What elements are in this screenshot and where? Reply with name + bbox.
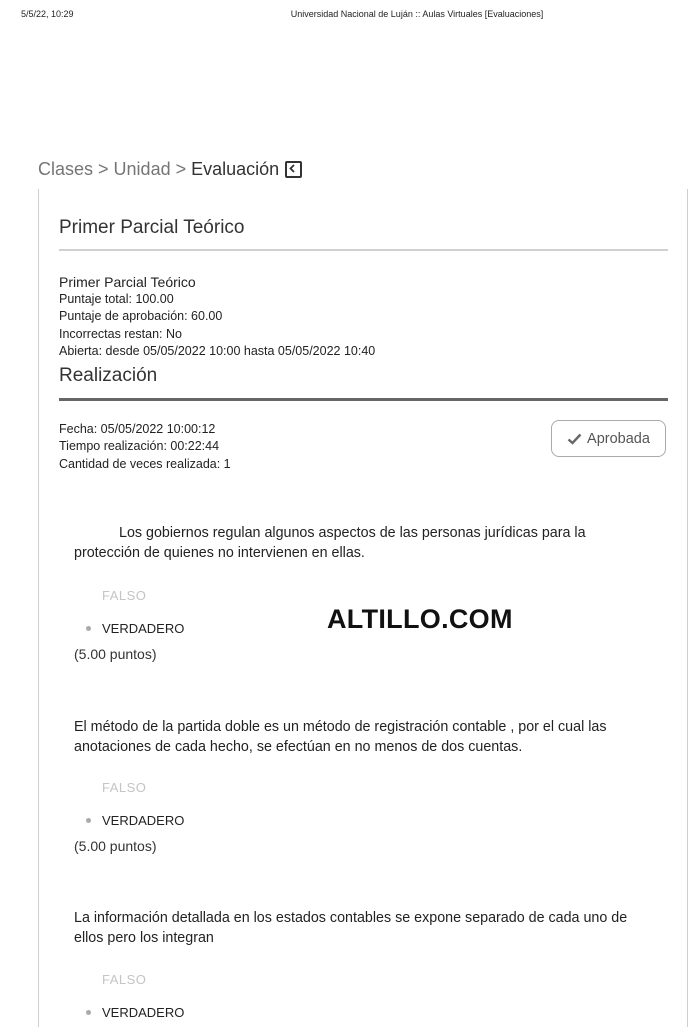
- selected-bullet-icon: [86, 626, 91, 631]
- section-divider: [59, 249, 668, 251]
- total-score: Puntaje total: 100.00: [59, 292, 174, 306]
- status-label: Aprobada: [587, 430, 650, 447]
- approved-status-button[interactable]: [551, 420, 666, 457]
- attempt-section-title: Realización: [59, 365, 158, 386]
- question-text: El método de la partida doble es un método de registración contable , por el cual las anotaciones de cada hecho, se efectúan en no menos de dos cuentas.: [74, 719, 607, 755]
- option-falso[interactable]: FALSO: [102, 972, 147, 987]
- attempt-duration: Tiempo realización: 00:22:44: [59, 439, 220, 454]
- option-verdadero[interactable]: [102, 813, 184, 828]
- evaluation-section-title: Primer Parcial Teórico: [59, 217, 245, 238]
- pass-score: Puntaje de aprobación: 60.00: [59, 309, 223, 324]
- option-verdadero[interactable]: [102, 621, 184, 636]
- option-verdadero[interactable]: [102, 1005, 184, 1020]
- question-text: La información detallada en los estados contables se expone separado de cada uno de ellos pero los integran: [74, 910, 628, 946]
- option-falso[interactable]: FALSO: [102, 588, 147, 603]
- question-2: [74, 718, 654, 854]
- option-label: VERDADERO: [102, 621, 185, 636]
- breadcrumb-separator: >: [175, 159, 187, 179]
- back-arrow-icon[interactable]: [285, 161, 302, 178]
- evaluation-name: Primer Parcial Teórico: [59, 274, 196, 290]
- breadcrumb-separator: >: [98, 159, 109, 179]
- option-falso[interactable]: FALSO: [102, 780, 147, 795]
- print-page-title: Universidad Nacional de Luján :: Aulas Virtuales [Evaluaciones]: [290, 9, 544, 19]
- question-points: (5.00 puntos): [74, 646, 157, 662]
- evaluation-info: [59, 273, 375, 360]
- print-date: 5/5/22, 10:29: [21, 9, 74, 19]
- breadcrumb-evaluacion: Evaluación: [191, 159, 280, 179]
- breadcrumb: [38, 159, 302, 180]
- wrong-subtract: Incorrectas restan: No: [59, 326, 182, 341]
- open-period: Abierta: desde 05/05/2022 10:00 hasta 05/05/2022 10:40: [59, 343, 376, 358]
- watermark: ALTILLO.COM: [327, 604, 513, 634]
- selected-bullet-icon: [86, 1010, 91, 1015]
- question-3: [74, 909, 654, 1020]
- section-divider: [59, 398, 668, 401]
- check-icon: [567, 433, 582, 445]
- option-label: VERDADERO: [102, 1005, 185, 1020]
- question-text: Los gobiernos regulan algunos aspectos de las personas jurídicas para la protección de quienes no intervienen en ellas.: [74, 525, 586, 561]
- breadcrumb-unidad[interactable]: Unidad: [113, 159, 171, 179]
- question-points: (5.00 puntos): [74, 838, 157, 854]
- attempt-count: Cantidad de veces realizada: 1: [59, 456, 231, 471]
- breadcrumb-clases[interactable]: Clases: [38, 159, 94, 179]
- attempt-date: Fecha: 05/05/2022 10:00:12: [59, 422, 216, 436]
- option-label: VERDADERO: [102, 813, 185, 828]
- attempt-info: [59, 421, 231, 473]
- selected-bullet-icon: [86, 818, 91, 823]
- print-header: [0, 9, 700, 23]
